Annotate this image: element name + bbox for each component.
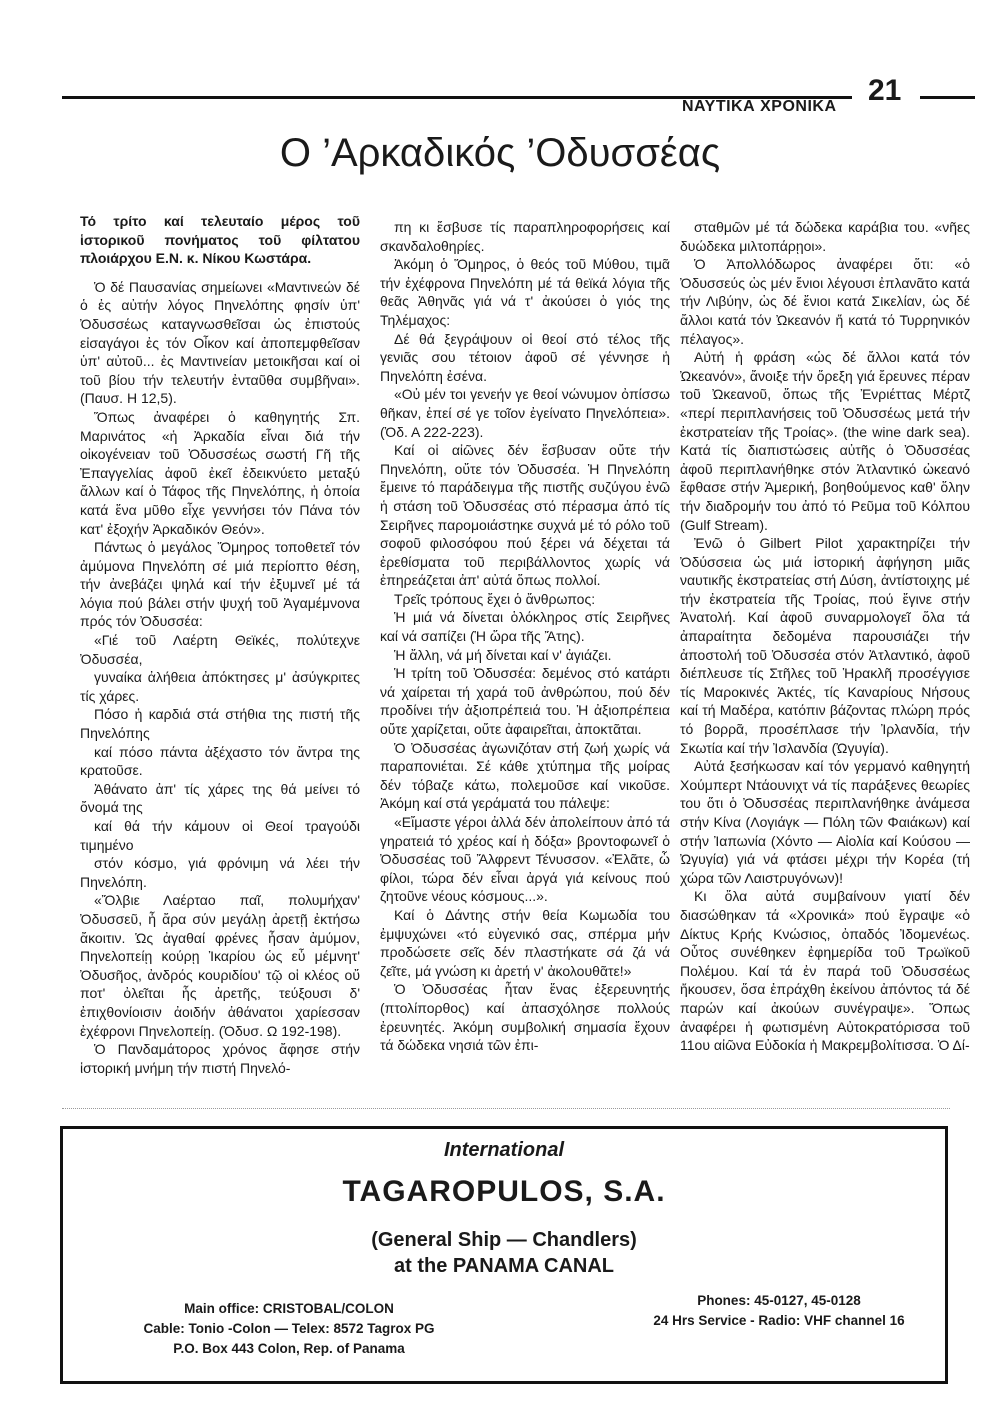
column-2-body [380,218,670,1055]
ad-cable: Cable: Tonio -Colon — Telex: 8572 Tagrox PG [143,1321,435,1336]
paragraph: γυναίκα ἀλήθεια ἀπόκτησες μ' ἀσύγκριτες τίς χάρες. [80,669,360,704]
paragraph: «Γιέ τοῦ Λαέρτη Θεϊκές, πολύτεχνε Ὀδυσσέα, [80,632,360,667]
paragraph: Πάντως ὁ μεγάλος Ὅμηρος τοποθετεῖ τόν ἀμύμονα Πηνελόπη σέ μιά περίοπτο θέση, τήν ἀνεβάζει ψηλά καί τήν ἐξυμνεῖ μέ τά λόγια πού βάλει στήν ψυχή τοῦ Ἀγαμέμνονα πρός τόν Ὀδυσσέα: [80,539,360,630]
paragraph: Καί οἱ αἰῶνες δέν ἔσβυσαν οὔτε τήν Πηνελόπη, οὔτε τόν Ὀδυσσέα. Ἡ Πηνελόπη ἔμεινε τό παράδειγμα τῆς πιστῆς συζύγου ἐνῶ ἡ στάση τοῦ Ὀδυσσέας στό πέρασμα ἀπό τίς Σειρῆνες παρομοιάστηκε συχνά μέ τό ρόλο τοῦ σοφοῦ φιλοσόφου πού ξέρει νά δέχεται τά ἐρεθίσματα τοῦ περιβάλλοντος χωρίς νά ἐπηρεάζεται ἀπ' αὐτά ὅπως πολλοί. [380,442,670,589]
paragraph: Πόσο ἡ καρδιά στά στήθια της πιστή τῆς Πηνελόπης [80,706,360,742]
ad-contact-left [89,1299,489,1359]
paragraph: Ἡ ἄλλη, νά μή δίνεται καί ν' ἀγιάζει. [394,646,612,663]
paragraph: Κι ὅλα αὐτά συμβαίνουν γιατί δέν διασώθηκαν τά «Χρονικά» πού ἔγραψε «ὁ Δίκτυς Κρής Κνώσιος, ὀπαδός Ἰδομενέως. Οὗτος συνέθηκεν ἐφημερίδα τοῦ Τρωϊκοῦ Πολέμου. Καί τά ἐν παρά τοῦ Ὀδυσσέως ἤκουσεν, ὅσα ἐπράχθη ἐκείνου ἀπόντος τά δέ παρών καί ἀκούων συνέγραψε». Ὅπως ἀναφέρει ἡ φωτισμένη Αὐτοκρατόρισσα τοῦ 11ου αἰῶνα Εὐδοκία ἡ Μακρεμβολίτισσα. Ὁ Δί- [680,888,970,1054]
advertisement-box [60,1126,948,1384]
ad-po-box: P.O. Box 443 Colon, Rep. of Panama [173,1341,405,1356]
paragraph: Αὐτά ξεσήκωσαν καί τόν γερμανό καθηγητή Χούμπερτ Ντάουνιχτ νά τίς παράξενες θεωρίες του ὅτι ὁ Ὀδυσσέας περιπλανήθηκε ἀνάμεσα στήν Κίνα (Λογιάγκ — Πόλη τῶν Φαιάκων) καί στήν Ἰαπωνία (Χόντο — Αἰολία καί Κούσου — Ὠγυγία) γιά νά φτάσει μέχρι τήν Κορέα (τή χώρα τῶν Λαιστρυγόνων)! [680,758,970,886]
article-intro: Τό τρίτο καί τελευταίο μέρος τοῦ ἱστορικοῦ πονήματος τοῦ φίλτατου πλοιάρχου Ε.Ν. κ. Νίκου Κωστάρα. [80,213,360,267]
paragraph: Ἡ τρίτη τοῦ Ὀδυσσέα: δεμένος στό κατάρτι νά χαίρεται τή χαρά τοῦ ἀνθρώπου, πού δέν προδίνει τήν ἀξιοπρέπειά του. Ἡ ἀξιοπρέπεια οὔτε χαρίζεται, οὔτε ἀφαιρεῖται, ἀποκτᾶται. [380,665,670,738]
paragraph: Ὁ Πανδαμάτορος χρόνος ἄφησε στήν ἱστορική μνήμη τήν πιστή Πηνελό- [80,1041,360,1076]
paragraph: Τρεῖς τρόπους ἔχει ὁ ἄνθρωπος: [394,590,596,607]
paragraph: καί πόσο πάντα ἀξέχαστο τόν ἄντρα της κρατοῦσε. [80,743,360,779]
paragraph: πη κι ἔσβυσε τίς παραπληροφορήσεις καί σκανδαλοθηρίες. [380,219,670,254]
paragraph: Δέ θά ξεγράψουν οἱ θεοί στό τέλος τῆς γενιᾶς σου τέτοιον ἀφοῦ σέ γέννησε ἡ Πηνελόπη ἐσένα. [380,330,670,384]
paragraph: «Οὐ μέν τοι γενεήν γε θεοί νώνυμον ὀπίσσω θῆκαν, ἐπεί σέ γε τοῖον ἐγείνατο Πηνελόπεια». (Ὀδ. Α 222-223). [380,386,670,440]
header-rule-right [920,96,975,99]
article-column-2 [380,218,670,1055]
paragraph: Ἀκόμη ὁ Ὅμηρος, ὁ θεός τοῦ Μύθου, τιμᾶ τήν ἐχέφρονα Πηνελόπη μέ τά θεϊκά λόγια τῆς θεᾶς Ἀθηνᾶς γιά νά τ' ἀκούσει ὁ γιός της Τηλέμαχος: [380,256,670,328]
paragraph: Ὁ Ὀδυσσέας ἀγωνιζόταν στή ζωή χωρίς νά παραπονιέται. Σέ κάθε χτύπημα τῆς μοίρας δέν τόβαζε κάτω, πολεμοῦσε καί νικοῦσε. Ἀκόμη καί στά γεράματά του πάλεψε: [380,739,670,812]
ad-main-office: Main office: CRISTOBAL/COLON [184,1301,394,1316]
ad-company-name: TAGAROPULOS, S.A. [342,1175,666,1208]
ad-subtitle-2: at the PANAMA CANAL [394,1255,614,1277]
paragraph: Ἐνῶ ὁ Gilbert Pilot χαρακτηρίζει τήν Ὀδύσσεια ὡς μιά ἱστορική ἀφήγηση μιᾶς ναυτικῆς ἐκστρατείας στή Δύση, ἀντίστοιχης μέ τήν ἐκστρατεία τῆς Τροίας, πού ἔγινε στήν Ἀνατολή. Καί ἀφοῦ συναρμολογεῖ ὅλα τά ἀπαραίτητα δεδομένα παρουσιάζει τήν ἀποστολή τοῦ Ὀδυσσέα στόν Ἀτλαντικό, ἀφοῦ διέπλευσε τίς Στῆλες τοῦ Ἡρακλῆ προσέγγισε τίς Μαροκινές Ἀκτές, τίς Καναρίους Νήσους καί τή Μαδέρα, κατόπιν βάζοντας πλώρη πρός τό βορρᾶ, προσέπλασε τήν Ἰρλανδία, τήν Σκωτία καί τήν Ἰσλανδία (Ὠγυγία). [680,535,970,756]
page-number: 21 [868,74,902,107]
paragraph: Ὁ Ἀπολλόδωρος ἀναφέρει ὅτι: «ὁ Ὀδυσσεύς ὡς μέν ἔνιοι λέγουσι ἐπλανᾶτο κατά τήν Λιβύην, ὡς δέ ἔνιοι κατά Σικελίαν, ὡς δέ ἄλλοι κατά τόν Ὠκεανόν ἤ κατά τό Τυρρηνικόν πέλαγος». [680,256,970,347]
paragraph: σταθμῶν μέ τά δώδεκα καράβια του. «νῆες δυώδεκα μιλτοπάρῃοι». [680,219,970,254]
paragraph: Καί ὁ Δάντης στήν θεία Κωμωδία του ἐμψυχώνει «τό εὐγενικό σας, σπέρμα μήν προδώσετε σεῖς δέν πλαστήκατε σά ζά νά ζεῖτε, μά γνώση κι ἀρετή ν' ἀκολουθᾶτε!» [380,906,670,979]
paragraph: καί θά τήν κάμουν οἱ Θεοί τραγούδι τιμημένο [80,818,360,853]
ad-label: International [443,1139,564,1161]
paragraph: Ὅπως ἀναφέρει ὁ καθηγητής Σπ. Μαρινάτος «ἡ Ἀρκαδία εἶναι διά τήν οἰκογένειαν τοῦ Ὀδυσσέως σωστή Γῆ τῆς Ἐπαγγελίας ἀφοῦ ἐκεῖ ἐδεικνύετο μεταξύ ἄλλων καί ὁ Τάφος τῆς Πηνελόπης, ἡ ὁποία κατά ἕνα μῦθο εἶχε γεννήσει τόν Πάνα τόν κατ' ἐξοχήν Ἀρκαδικόν Θεόν». [80,408,360,537]
magazine-name: ΝΑΥΤΙΚΑ ΧΡΟΝΙΚΑ [682,98,837,115]
article-column-3 [680,218,970,1055]
paragraph: «Εἴμαστε γέροι ἀλλά δέν ἀπολείπουν ἀπό τά γηρατειά τό χρέος καί ἡ δόξα» βροντοφωνεῖ ὁ Ὀδυσσέας τοῦ Ἄλφρεντ Τένυσσον. «Ἐλᾶτε, ὦ φίλοι, τώρα δέν εἶναι ἀργά γιά κείνους πού ζητοῦνε νέους κόσμους...». [380,814,670,905]
article-column-1 [80,212,360,1077]
paragraph: Ἡ μιά νά δίνεται ὁλόκληρος στίς Σειρῆνες καί νά σαπίζει (Ἡ ὥρα τῆς Ἄτης). [380,609,670,645]
paragraph: Ὁ Ὀδυσσέας ἦταν ἕνας ἐξερευνητής (πτολίπορθος) καί ἀπασχόλησε πολλούς ἐρευνητές. Ἀκόμη συμβολική σημασία ἔχουν τά δώδεκα νησιά τῶν ἐπι- [380,981,670,1054]
paragraph: στόν κόσμο, γιά φρόνιμη νά λέει τήν Πηνελόπη. [80,855,360,890]
ad-subtitle-1: (General Ship — Chandlers) [371,1229,637,1251]
ad-service: 24 Hrs Service - Radio: VHF channel 16 [653,1313,905,1328]
paragraph: Αὐτή ἡ φράση «ὡς δέ ἄλλοι κατά τόν Ὠκεανόν», ἄνοιξε τήν ὄρεξη γιά ἔρευνες πέραν τοῦ Ὠκεανοῦ, ὅπως τῆς Ἐνριέττας Μέρτζ «περί περιπλανήσεις τοῦ Ὀδυσσέως μετά τήν ἐκστρατείαν τῆς Τροίας». (the wine dark sea). Κατά τίς διαπιστώσεις αὐτῆς ὁ Ὀδυσσέας ἀφοῦ περιπλανήθηκε στόν Ἀτλαντικό ὠκεανό ἔφθασε στήν Ἀμερική, βοηθούμενος καθ' ὅλην τήν διαδρομήν του ἀπό τό Ρεῦμα τοῦ Κόλπου (Gulf Stream). [680,349,970,533]
paragraph: «Ὄλβιε Λαέρταο παῖ, πολυμήχαν' Ὀδυσσεῦ, ἦ ἄρα σύν μεγάλῃ ἀρετῇ ἐκτήσω ἄκοιτιν. Ὡς ἀγαθαί φρένες ἦσαν ἀμύμον, Πηνελοπείῃ κούρῃ Ἰκαρίου ὡς εὖ μέμνητ' Ὀδυσῆος, ἀνδρός κουριδίου' τῷ οἱ κλέος οὔ ποτ' ὀλεῖται ἧς ἀρετῆς, τεύξουσι δ' ἐπιχθονίοισιν ἀοιδήν ἀθάνατοι χαρίεσσαν ἐχέφρονι Πηνελοπείῃ. (Ὀδυσ. Ω 192-198). [80,892,360,1039]
paragraph: Ἀθάνατο ἀπ' τίς χάρες της θά μείνει τό ὄνομά της [80,780,360,816]
ad-phones: Phones: 45-0127, 45-0128 [697,1293,861,1308]
article-title: Ο ’Αρκαδικός ’Οδυσσέας [279,131,721,175]
column-3-body [680,218,970,1055]
ad-contact-right [619,1291,939,1331]
column-1-body [80,278,360,1078]
paragraph: Ὁ δέ Παυσανίας σημείωνει «Μαντινεών δέ ὁ ἐς αὐτήν λόγος Πηνελόπης φησίν ὑπ' Ὀδυσσέως καταγνωσθεῖσαι ὡς ἐπιστούς εἰσαγάγοι ἐς τόν Οἶκον καί ἀποπεμφθεῖσαν ὑπ' αὐτοῦ... ἐς Μαντινείαν μετοικῆσαι καί οἱ τοῦ βίου τήν τελευτήν ἐνταῦθα συμβῆναι». (Παυσ. Η 12,5). [80,278,360,407]
ad-separator [62,1108,950,1110]
